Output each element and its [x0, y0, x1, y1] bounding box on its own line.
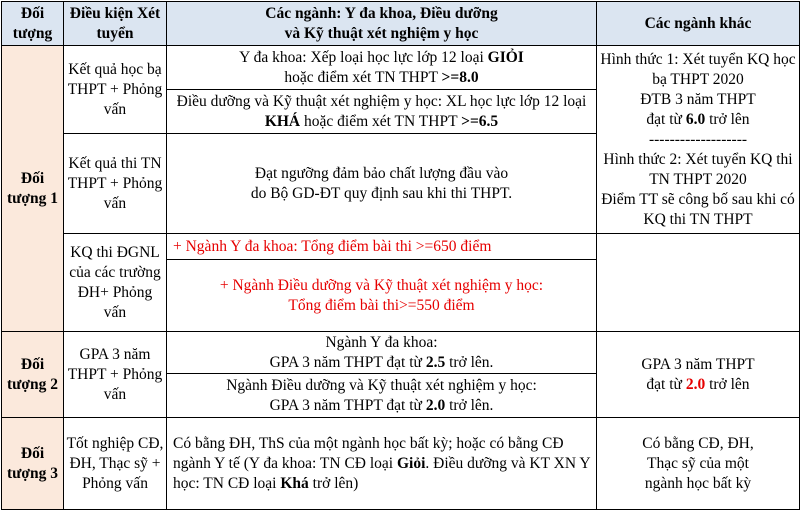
group1-dgnl-dd: + Ngành Điều dưỡng và Kỹ thuật xét nghiệm y học: Tổng điểm bài thi>=550 điểm — [167, 260, 597, 332]
group3-condition: Tốt nghiệp CĐ, ĐH, Thạc sỹ + Phỏng vấn — [64, 418, 167, 510]
group2-dd: Ngành Điều dưỡng và Kỹ thuật xét nghiệm y học: GPA 3 năm THPT đạt từ 2.0 trở lên. — [167, 374, 597, 418]
admission-table — [1, 1, 800, 510]
group1-dgnl-condition: KQ thi ĐGNL của các trường ĐH+ Phỏng vấn — [64, 234, 167, 332]
group2-other: GPA 3 năm THPT đạt từ 2.0 trở lên — [597, 332, 800, 418]
header-nganh-y-line2: và Kỹ thuật xét nghiệm y học — [284, 24, 479, 42]
group1-hocba-yk: Y đa khoa: Xếp loại học lực lớp 12 loại GIỎI hoặc điểm xét TN THPT >=8.0 — [167, 46, 597, 90]
group3-label: Đối tượng 3 — [2, 418, 64, 510]
group1-hocba-dd: Điều dưỡng và Kỹ thuật xét nghiệm y học: XL học lực lớp 12 loại KHÁ hoặc điểm xét TN THPT >=6.5 — [167, 90, 597, 134]
group1-other-methods: Hình thức 1: Xét tuyển KQ học bạ THPT 2020 ĐTB 3 năm THPT đạt từ 6.0 trở lên ------------------- Hình thức 2: Xét tuyển KQ thi TN THPT 2020 Điểm TT sẽ công bố sau khi có KQ thi TN THPT — [597, 46, 800, 234]
group3-text: Có bằng ĐH, ThS của một ngành học bất kỳ; hoặc có bằng CĐ ngành Y tế (Y đa khoa: TN CĐ loại Giỏi. Điều dưỡng và KT XN Y học: TN CĐ loại Khá trở lên) — [167, 418, 597, 510]
group1-thpt-text: Đạt ngưỡng đảm bảo chất lượng đầu vào do Bộ GD-ĐT quy định sau khi thi THPT. — [167, 134, 597, 234]
header-doi-tuong: Đối tượng — [2, 2, 64, 46]
header-row — [2, 2, 800, 46]
table-row — [2, 418, 800, 510]
header-nganh-khac: Các ngành khác — [597, 2, 800, 46]
group1-label: Đối tượng 1 — [2, 46, 64, 332]
group1-dgnl-yk: + Ngành Y đa khoa: Tổng điểm bài thi >=650 điểm — [167, 234, 597, 260]
group1-thpt-condition: Kết quả thi TN THPT + Phỏng vấn — [64, 134, 167, 234]
header-nganh-y — [167, 2, 597, 46]
group2-condition: GPA 3 năm THPT + Phỏng vấn — [64, 332, 167, 418]
table-row — [2, 46, 800, 90]
group1-hocba-condition: Kết quả học bạ THPT + Phỏng vấn — [64, 46, 167, 134]
group2-yk: Ngành Y đa khoa: GPA 3 năm THPT đạt từ 2.5 trở lên. — [167, 332, 597, 374]
table-row — [2, 332, 800, 374]
group1-dgnl-other-empty — [597, 234, 800, 332]
group2-label: Đối tượng 2 — [2, 332, 64, 418]
header-nganh-y-line1: Các ngành: Y đa khoa, Điều dưỡng — [265, 4, 498, 22]
group3-other: Có bằng CĐ, ĐH, Thạc sỹ của một ngành học bất kỳ — [597, 418, 800, 510]
header-dieu-kien: Điều kiện Xét tuyển — [64, 2, 167, 46]
table-row — [2, 234, 800, 260]
